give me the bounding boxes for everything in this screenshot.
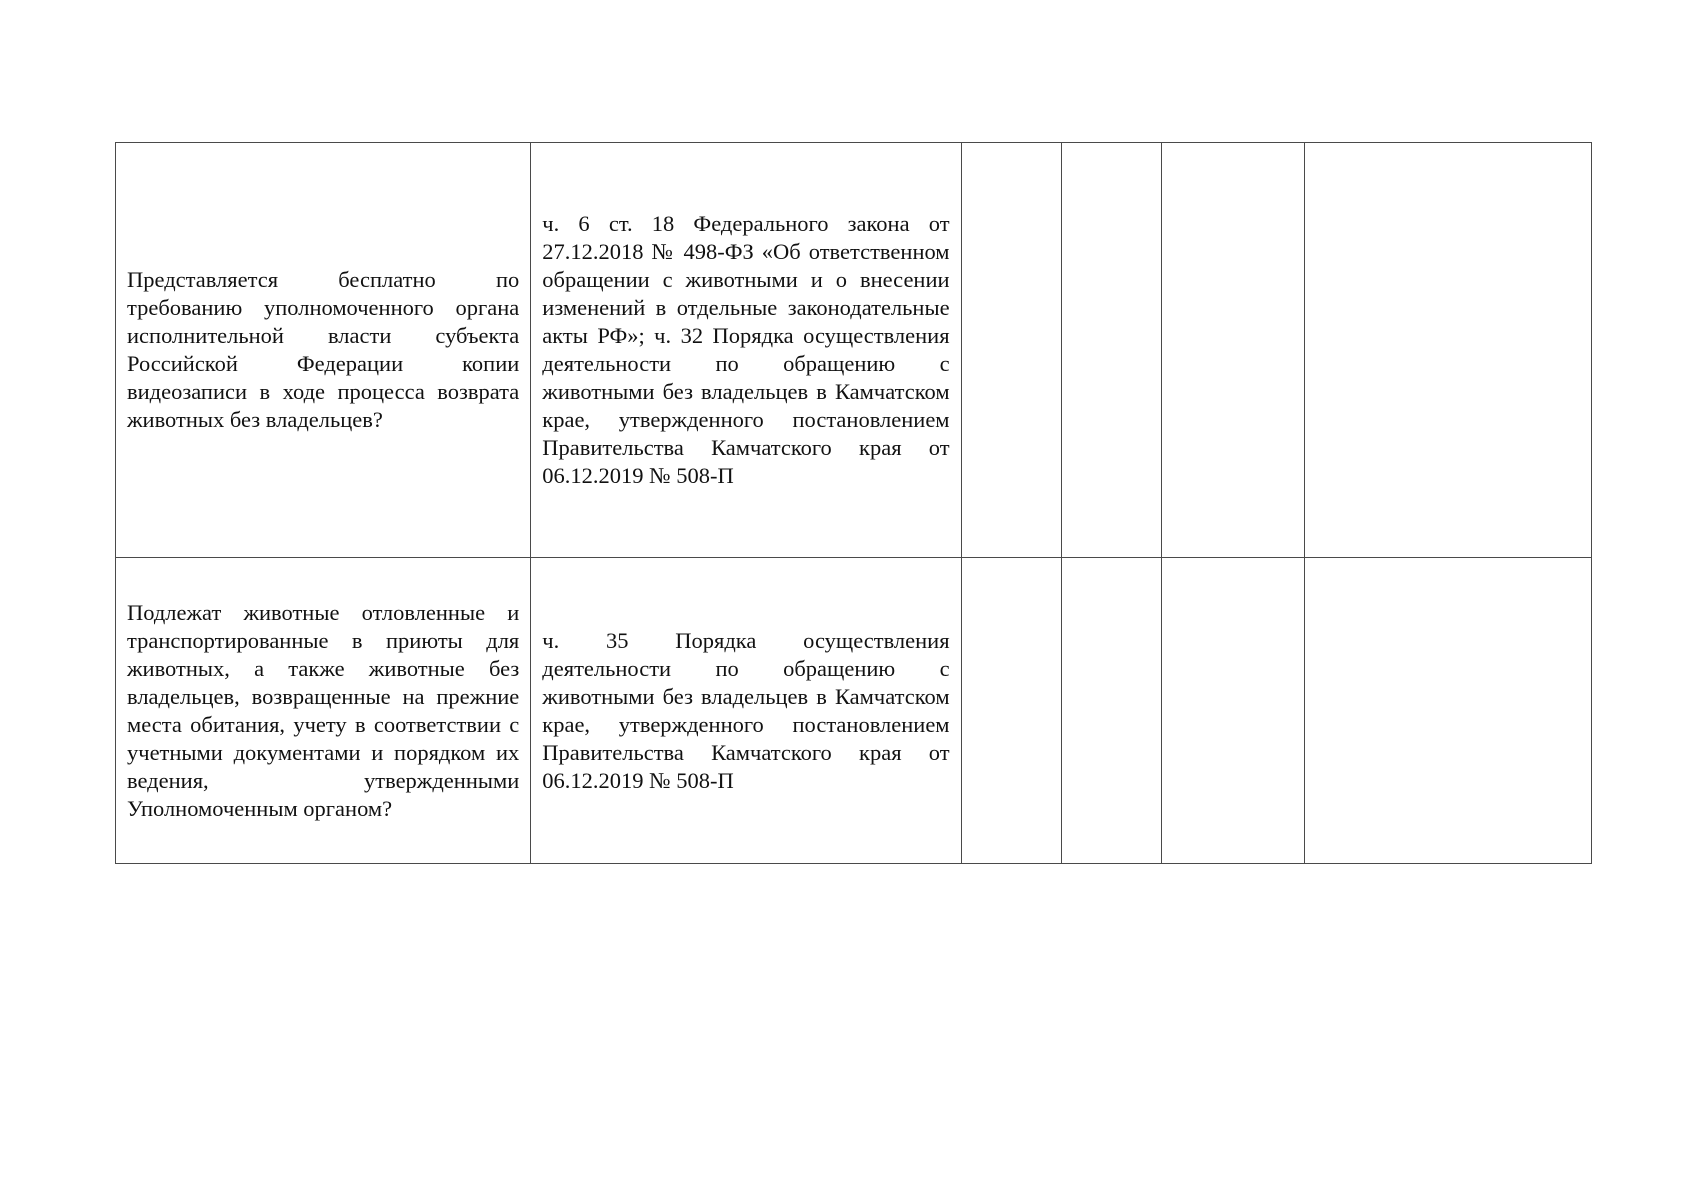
not-applicable-cell [1161,558,1304,864]
question-text: Представляется бесплатно по требованию уполномоченного органа исполнительной власти субъекта Российской Федерации копии видеозаписи в ходе процесса возврата животных без владельцев? [127,267,520,432]
question-text: Подлежат животные отловленные и транспортированные в приюты для животных, а также животные без владельцев, возвращенные на прежние места обитания, учету в соответствии с учетными документами и порядком их ведения, утвержденными Уполномоченным органом? [127,599,520,821]
answer-no-cell [1061,143,1161,558]
not-applicable-cell [1161,143,1304,558]
answer-yes-cell [961,558,1061,864]
legal-basis-cell [531,143,961,558]
question-cell [116,558,531,864]
question-cell [116,143,531,558]
answer-yes-cell [961,143,1061,558]
note-cell [1304,558,1591,864]
table-row [116,143,1592,558]
checklist-table [115,142,1592,864]
legal-basis-cell [531,558,961,864]
legal-basis-text: ч. 6 ст. 18 Федерального закона от 27.12.2018 № 498-ФЗ «Об ответственном обращении с животными и о внесении изменений в отдельные законодательные акты РФ»; ч. 32 Порядка осуществления деятельности по обращению с животными без владельцев в Камчатском крае, утвержденного постановлением Правительства Камчатского края от 06.12.2019 № 508-П [542,211,950,488]
table-row [116,558,1592,864]
legal-basis-text: ч. 35 Порядка осуществления деятельности по обращению с животными без владельцев в Камчатском крае, утвержденного постановлением Правительства Камчатского края от 06.12.2019 № 508-П [542,627,950,793]
note-cell [1304,143,1591,558]
answer-no-cell [1061,558,1161,864]
